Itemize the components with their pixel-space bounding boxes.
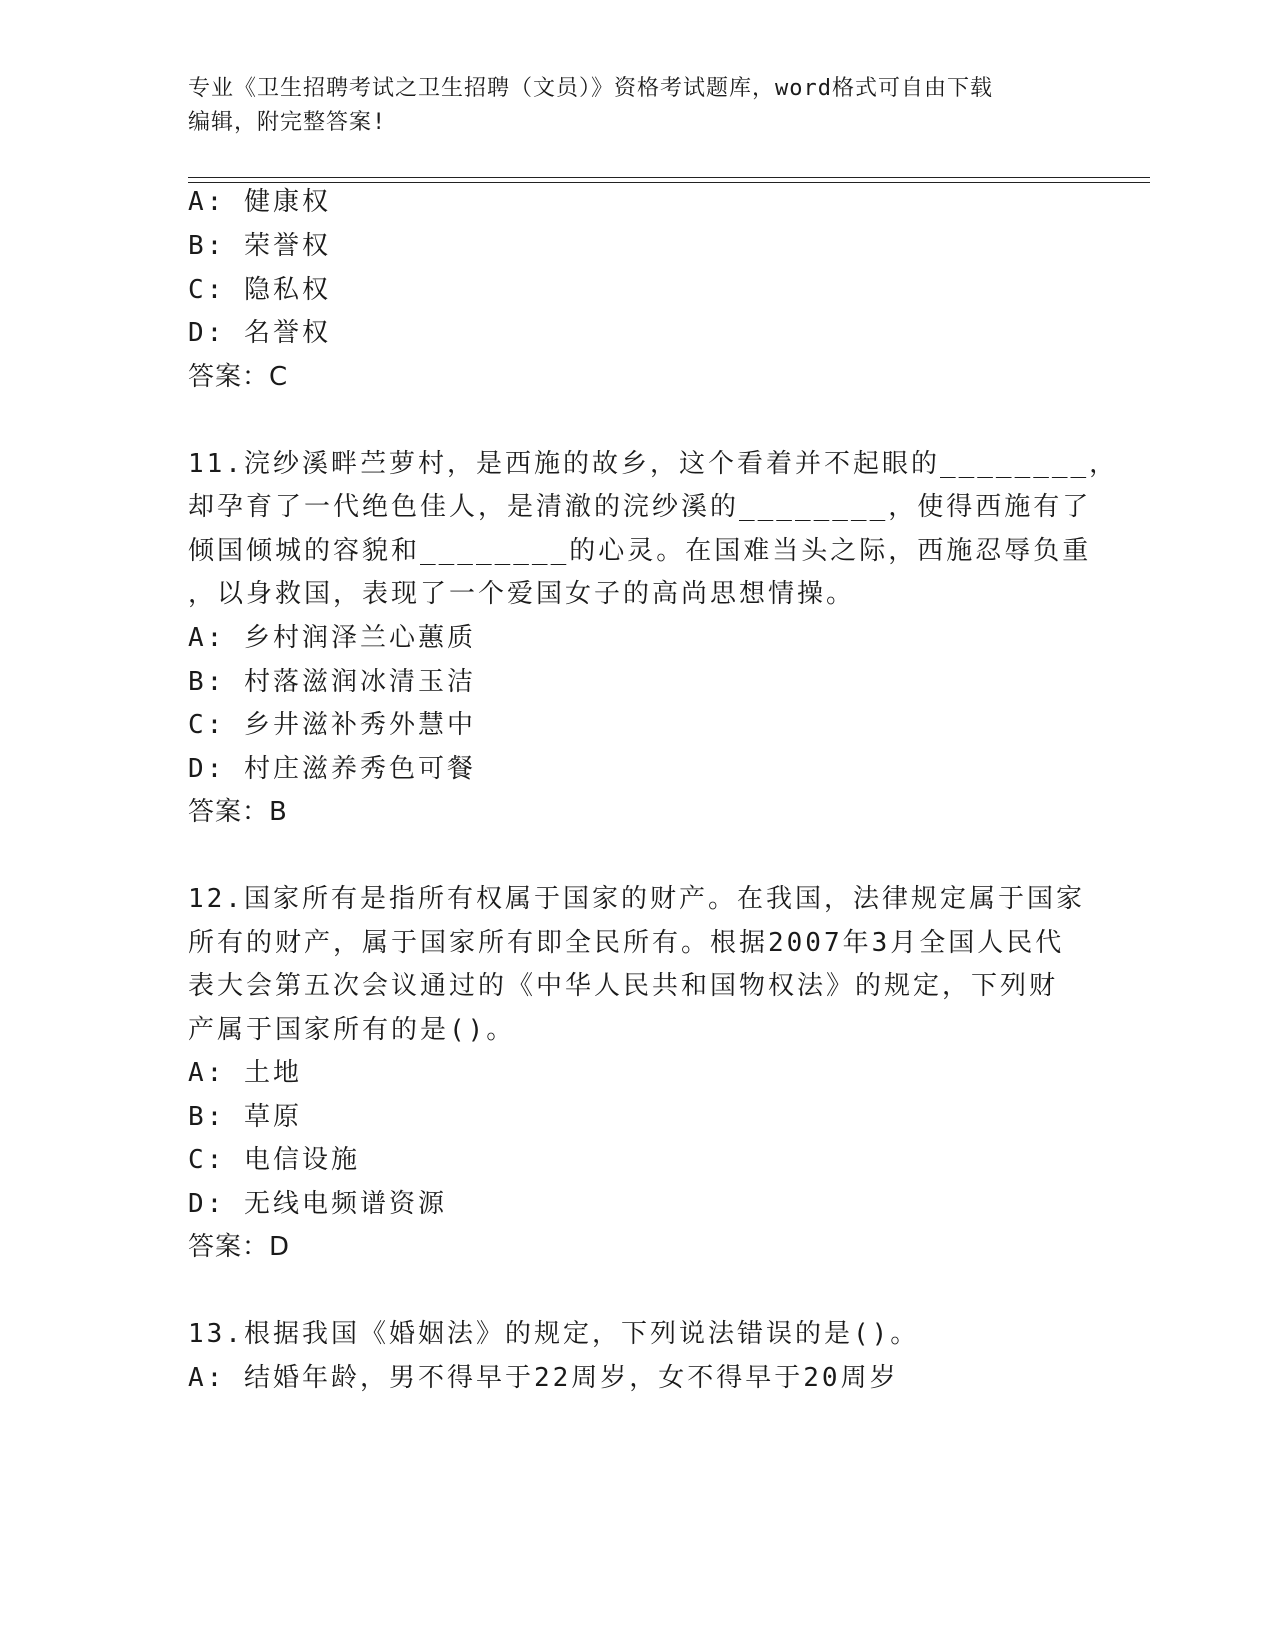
header-line-2: 编辑，附完整答案!	[188, 110, 387, 135]
header-divider-top	[188, 177, 1150, 178]
q11-stem-line-2: 却孕育了一代绝色佳人，是清澈的浣纱溪的________，使得西施有了	[188, 492, 1092, 522]
q12-stem-line-2: 所有的财产，属于国家所有即全民所有。根据2007年3月全国人民代	[188, 928, 1065, 958]
q11-option-c: C: 乡井滋补秀外慧中	[188, 710, 476, 740]
q11-stem-line-3: 倾国倾城的容貌和________的心灵。在国难当头之际，西施忍辱负重	[188, 536, 1092, 566]
q12-stem-line-4: 产属于国家所有的是()。	[188, 1015, 516, 1045]
q11-answer: 答案：B	[188, 797, 288, 827]
q12-option-b: B: 草原	[188, 1102, 302, 1132]
q10-option-b: B: 荣誉权	[188, 231, 331, 261]
q12-option-c: C: 电信设施	[188, 1145, 360, 1175]
q11-stem-line-4: ，以身救国，表现了一个爱国女子的高尚思想情操。	[188, 579, 856, 609]
q12-option-a: A: 土地	[188, 1058, 302, 1088]
q13-option-a: A: 结婚年龄，男不得早于22周岁，女不得早于20周岁	[188, 1363, 899, 1393]
document-header	[188, 72, 1088, 140]
q11-option-a: A: 乡村润泽兰心蕙质	[188, 623, 476, 653]
q11-stem-line-1: 11.浣纱溪畔苎萝村，是西施的故乡，这个看着并不起眼的________，	[188, 449, 1119, 479]
q12-stem-line-1: 12.国家所有是指所有权属于国家的财产。在我国，法律规定属于国家	[188, 884, 1085, 914]
q11-option-b: B: 村落滋润冰清玉洁	[188, 667, 476, 697]
header-divider-bottom	[188, 182, 1150, 183]
q10-option-d: D: 名誉权	[188, 318, 331, 348]
q10-option-a: A: 健康权	[188, 187, 331, 217]
q12-stem-line-3: 表大会第五次会议通过的《中华人民共和国物权法》的规定，下列财	[188, 971, 1059, 1001]
q10-answer: 答案：C	[188, 362, 289, 392]
q11-option-d: D: 村庄滋养秀色可餐	[188, 754, 476, 784]
q13-stem-line-1: 13.根据我国《婚姻法》的规定，下列说法错误的是()。	[188, 1319, 920, 1349]
q10-option-c: C: 隐私权	[188, 275, 331, 305]
q12-answer: 答案：D	[188, 1232, 291, 1262]
header-line-1: 专业《卫生招聘考试之卫生招聘（文员）》资格考试题库，word格式可自由下载	[188, 76, 993, 101]
q12-option-d: D: 无线电频谱资源	[188, 1189, 447, 1219]
